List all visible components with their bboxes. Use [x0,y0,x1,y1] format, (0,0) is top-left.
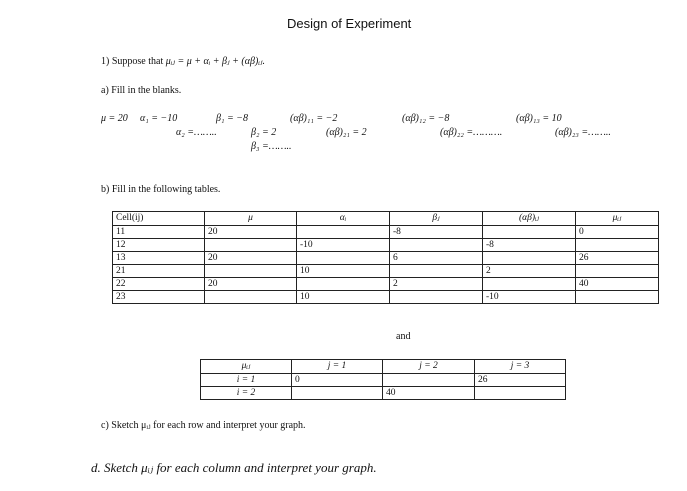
header-mu-ij: μᵢⱼ [201,360,292,374]
table-cell: -8 [483,239,576,252]
table-cell: 10 [297,265,390,278]
and-label: and [396,331,411,342]
table-cell [576,265,659,278]
table-cell [297,278,390,291]
model-formula: μᵢⱼ = μ + αᵢ + βⱼ + (αβ)ᵢⱼ. [165,56,266,67]
table-cell [576,291,659,304]
part-b-heading: b) Fill in the following tables. [101,184,221,195]
table-row [201,374,566,387]
table-cell: 12 [113,239,205,252]
table-cell [483,252,576,265]
header-alpha: αᵢ [297,212,390,226]
table-cell: 40 [383,387,475,400]
table-cell [292,387,383,400]
table-cell: 21 [113,265,205,278]
table-cell: -10 [297,239,390,252]
table-cell [483,226,576,239]
table-cell: 26 [576,252,659,265]
table-cell: 20 [205,226,297,239]
page-title: Design of Experiment [287,16,412,31]
table-cell: 40 [576,278,659,291]
part-d-heading: d. Sketch μᵢⱼ for each column and interpret your graph. [91,460,377,475]
table-cell: 26 [475,374,566,387]
table-cell [390,239,483,252]
table-header-row [201,360,566,374]
table-row [113,226,659,239]
param-beta3: β₃ =…….. [251,141,292,152]
param-ab23: (αβ)₂₃ =…….. [555,127,611,138]
table-cell [390,291,483,304]
param-alpha1: α₁ = −10 [140,113,178,124]
question-intro [101,56,265,67]
table-cell: -10 [483,291,576,304]
table-cell [205,239,297,252]
header-mu: μ [205,212,297,226]
header-cell: Cell(ij) [113,212,205,226]
param-ab21: (αβ)₂₁ = 2 [326,127,367,138]
header-beta: βⱼ [390,212,483,226]
table-cell: 23 [113,291,205,304]
table-cell [297,252,390,265]
table-cell: 6 [390,252,483,265]
table-cell: -8 [390,226,483,239]
param-ab11: (αβ)₁₁ = −2 [290,113,338,124]
table-cell: 11 [113,226,205,239]
table-cell: 2 [483,265,576,278]
table-cell: 13 [113,252,205,265]
table-cell: 2 [390,278,483,291]
table-row [113,239,659,252]
param-ab22: (αβ)₂₂ =………. [440,127,503,138]
param-beta2: β₂ = 2 [251,127,277,138]
two-way-table [200,359,566,400]
param-beta1: β₁ = −8 [216,113,248,124]
part-c-heading: c) Sketch μᵢⱼ for each row and interpret your graph. [101,420,306,431]
header-alphabeta: (αβ)ᵢⱼ [483,212,576,226]
table-cell: 10 [297,291,390,304]
table-cell [475,387,566,400]
table-cell: 20 [205,252,297,265]
table-cell [205,291,297,304]
table-cell [483,278,576,291]
table-cell [576,239,659,252]
header-j3: j = 3 [475,360,566,374]
table-cell: 0 [292,374,383,387]
header-j2: j = 2 [383,360,475,374]
row-label-i2: i = 2 [201,387,292,400]
table-cell: 20 [205,278,297,291]
param-ab12: (αβ)₁₂ = −8 [402,113,450,124]
table-row [113,291,659,304]
table-row [113,278,659,291]
question-intro-text: 1) Suppose that [101,56,166,67]
header-mu-ij: μᵢⱼ [576,212,659,226]
param-mu: μ = 20 [101,113,128,124]
param-ab13: (αβ)₁₃ = 10 [516,113,562,124]
table-cell [390,265,483,278]
table-row [201,387,566,400]
table-cell [205,265,297,278]
table-cell [383,374,475,387]
table-cell: 22 [113,278,205,291]
header-j1: j = 1 [292,360,383,374]
table-header-row [113,212,659,226]
part-a-heading: a) Fill in the blanks. [101,85,182,96]
table-cell: 0 [576,226,659,239]
table-row [113,252,659,265]
table-cell [297,226,390,239]
table-row [113,265,659,278]
cell-means-table [112,211,659,304]
param-alpha2: α₂ =…….. [176,127,217,138]
row-label-i1: i = 1 [201,374,292,387]
